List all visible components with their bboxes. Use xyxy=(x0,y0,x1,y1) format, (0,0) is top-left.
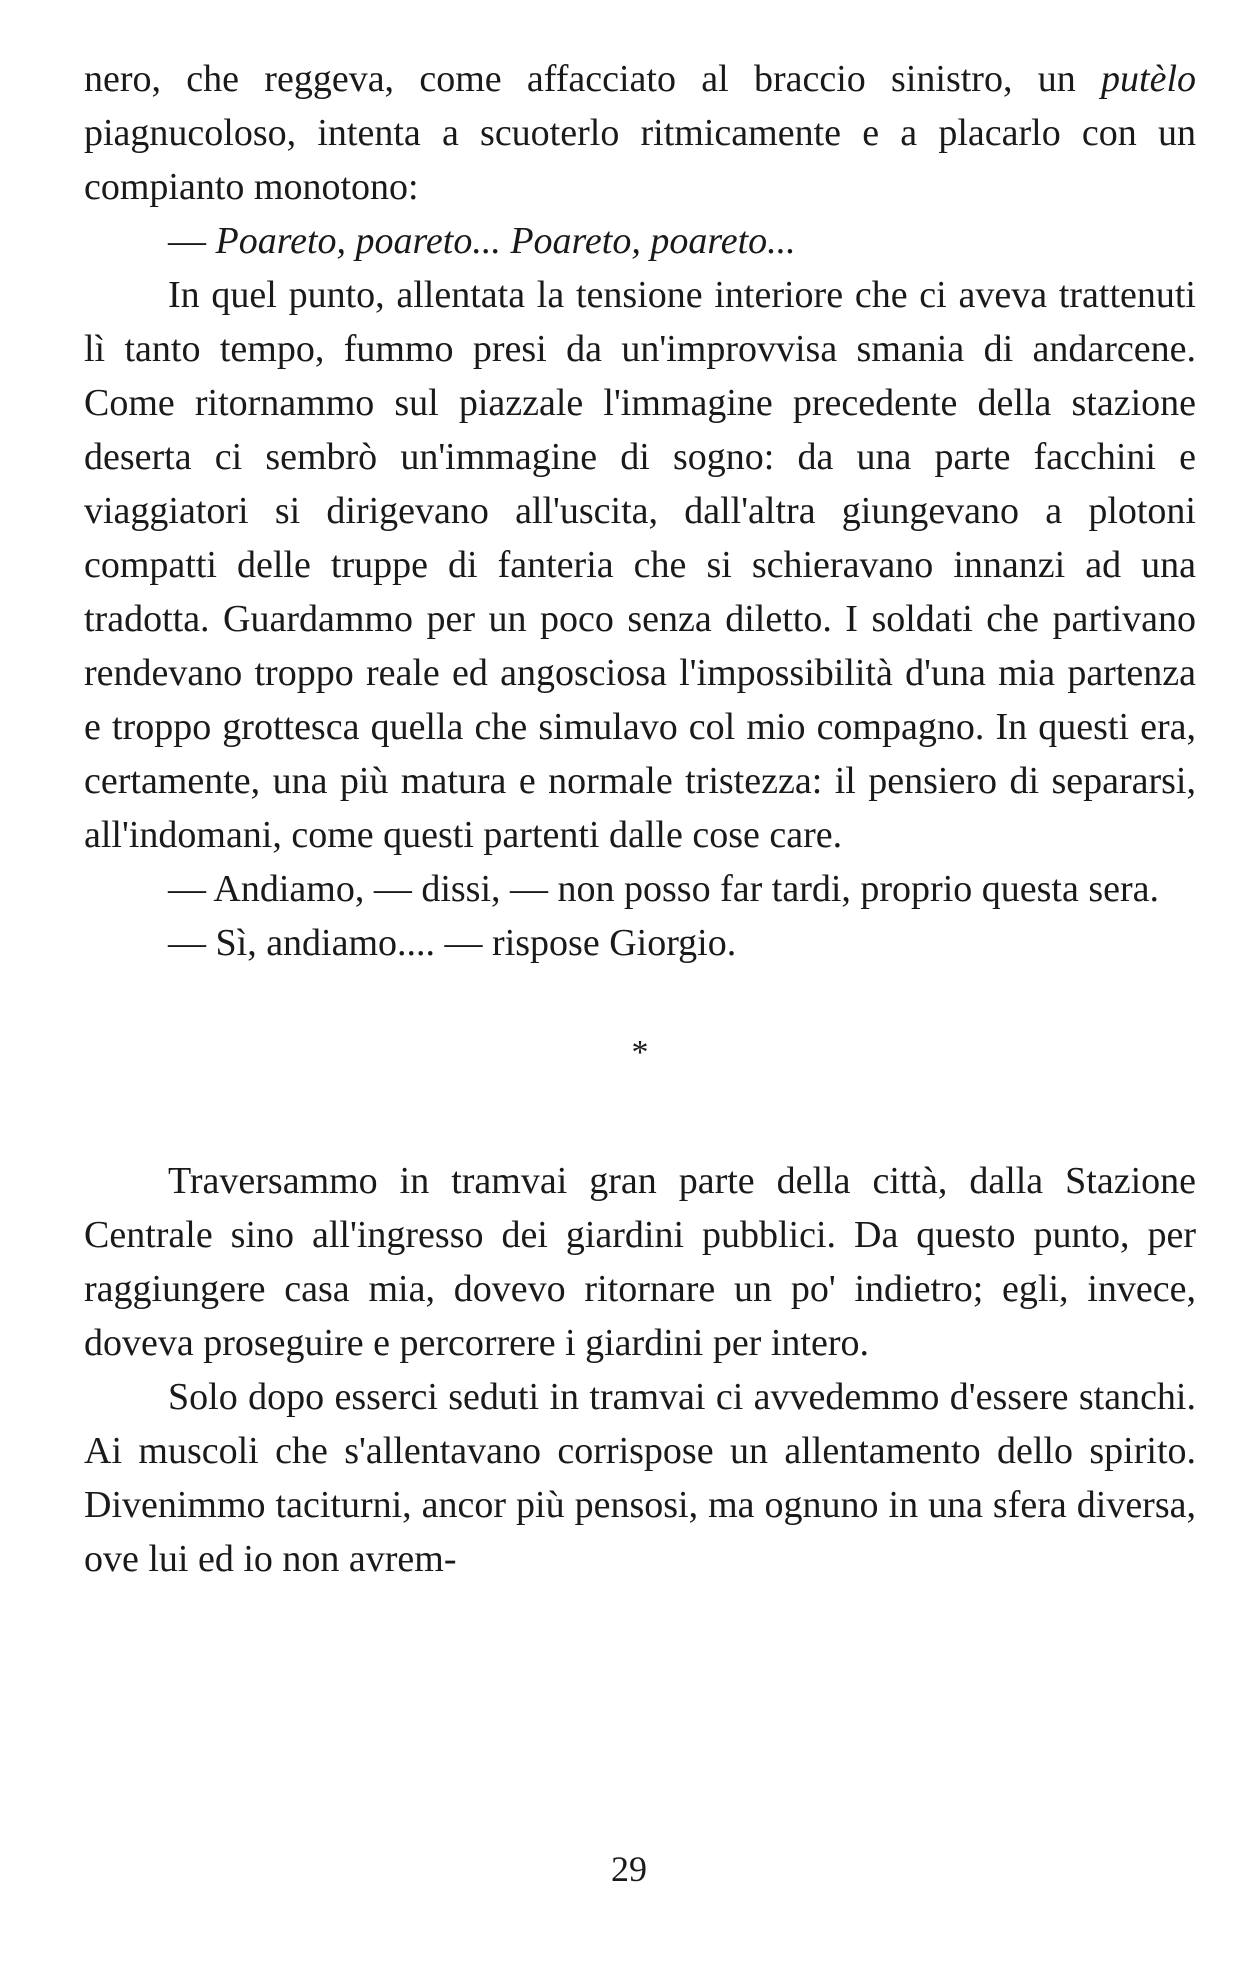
lament-line xyxy=(84,214,1196,268)
section-separator: * xyxy=(631,1034,649,1071)
dialogue-giorgio: — Sì, andiamo.... — rispose Giorgio. xyxy=(168,922,737,964)
page-number: 29 xyxy=(611,1849,647,1889)
paragraph-opening-end: piagnucoloso, intenta a scuoterlo ritmicamente e a placarlo con un compianto monotono: xyxy=(84,112,1196,208)
lament-dash: — xyxy=(168,220,216,262)
paragraph-stanchi: Solo dopo esserci seduti in tramvai ci avvedemmo d'essere stanchi. Ai muscoli che s'allentavano corrispose un allentamento dello spirito. Divenimmo taciturni, ancor più pensosi, ma ognuno in una sfera diversa, ove lui ed io non avrem- xyxy=(84,1376,1196,1580)
paragraph-station: In quel punto, allentata la tensione interiore che ci aveva trattenuti lì tanto tempo, fummo presi da un'improvvisa smania di andarcene. Come ritornammo sul piazzale l'immagine precedente della stazione deserta ci sembrò un'immagine di sogno: da una parte facchini e viaggiatori si dirigevano all'uscita, dall'altra giungevano a plotoni compatti delle truppe di fanteria che si schieravano innanzi ad una tradotta. Guardammo per un poco senza diletto. I soldati che partivano rendevano troppo reale ed angosciosa l'impossibilità d'una mia partenza e troppo grottesca quella che simulavo col mio compagno. In questi era, certamente, una più matura e normale tristezza: il pensiero di separarsi, all'indomani, come questi partenti dalle cose care. xyxy=(84,274,1196,856)
book-page xyxy=(84,52,1196,1586)
lament-text: Poareto, poareto... Poareto, poareto... xyxy=(215,220,796,262)
italic-word: putèlo xyxy=(1101,58,1196,100)
paragraph-opening xyxy=(84,52,1196,214)
paragraph-opening-start: nero, che reggeva, come affacciato al braccio sinistro, un xyxy=(84,58,1102,100)
paragraph-tramvai: Traversammo in tramvai gran parte della città, dalla Stazione Centrale sino all'ingresso dei giardini pubblici. Da questo punto, per raggiungere casa mia, dovevo ritornare un po' indietro; egli, invece, doveva proseguire e percorrere i giardini per intero. xyxy=(84,1160,1196,1364)
dialogue-andiamo: — Andiamo, — dissi, — non posso far tardi, proprio questa sera. xyxy=(168,868,1160,910)
